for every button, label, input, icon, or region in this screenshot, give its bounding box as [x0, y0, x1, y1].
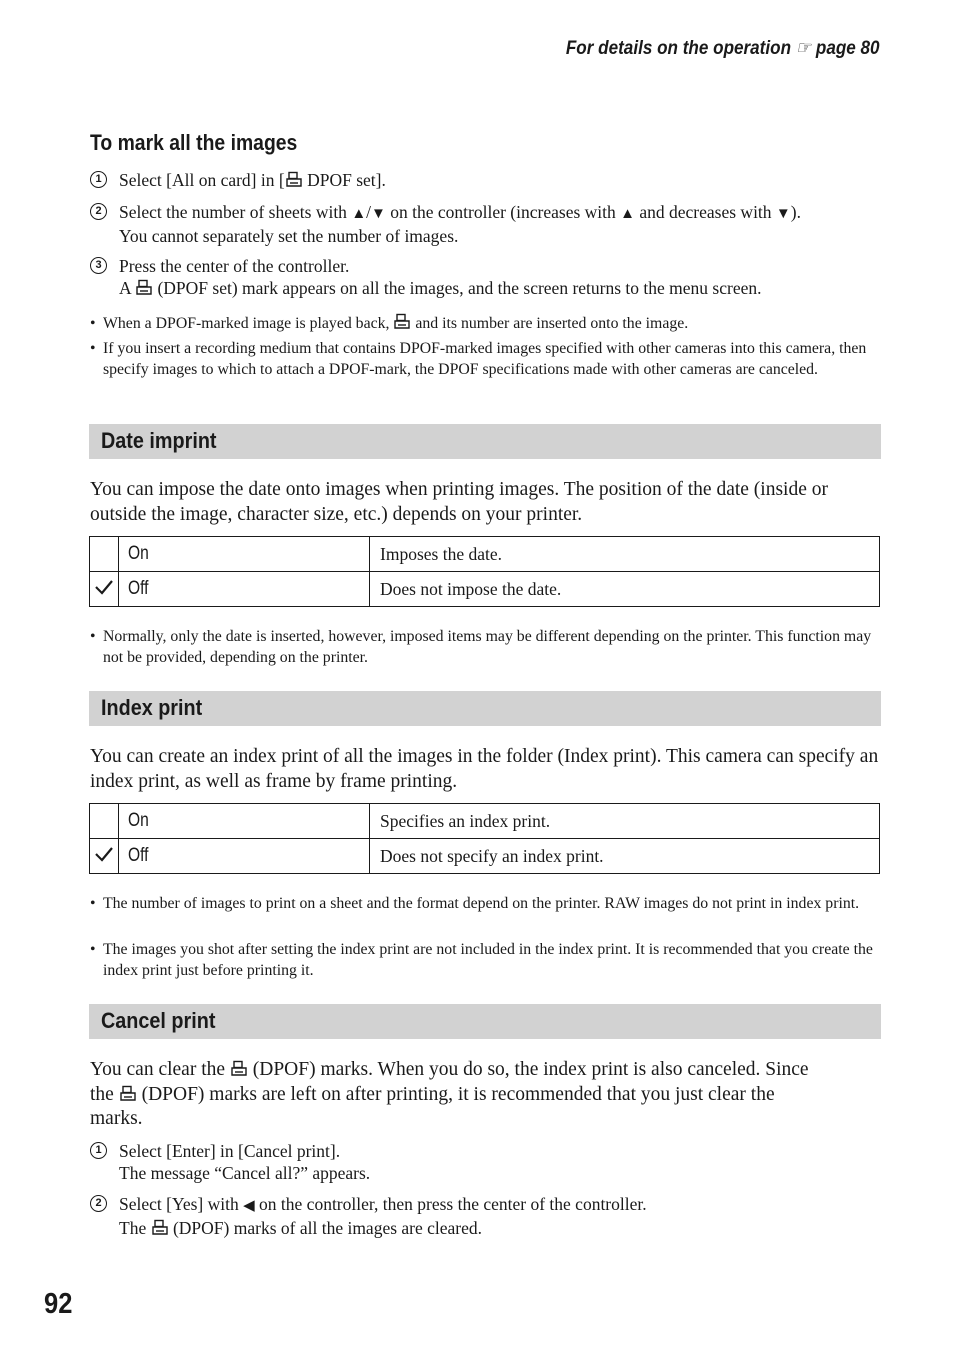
step-text: ).	[790, 202, 801, 222]
note-text: If you insert a recording medium that contains DPOF-marked images specified with other cameras into this camera, then specify images to which to attach a DPOF-mark, the DPOF specifications made with other cameras are canceled.	[103, 340, 867, 378]
left-arrow-icon: ◀	[243, 1198, 255, 1214]
intro-text: marks.	[90, 1108, 143, 1129]
date-imprint-options-table	[89, 536, 880, 607]
intro-text: (DPOF) marks. When you do so, the index print is also canceled. Since	[247, 1059, 809, 1080]
page-reference[interactable]	[566, 37, 880, 60]
option-label: On	[119, 804, 370, 839]
mark-all-step-2	[90, 201, 890, 247]
section-title: Date imprint	[101, 428, 217, 453]
note-item: • Normally, only the date is inserted, however, imposed items may be different depending on the printer. This function may not be provided, depending on the printer.	[90, 626, 880, 668]
step-text: (DPOF set) mark appears on all the images, and the screen returns to the menu screen.	[153, 278, 762, 298]
mark-all-heading: To mark all the images	[90, 130, 298, 155]
note-text: Normally, only the date is inserted, however, imposed items may be different depending on the printer. This function may not be provided, depending on the printer.	[103, 628, 872, 666]
option-description: Does not specify an index print.	[370, 839, 880, 874]
option-row-off[interactable]	[90, 572, 880, 607]
cancel-step-1	[90, 1140, 890, 1184]
step-text: Select the number of sheets with	[119, 202, 352, 222]
mark-all-step-3	[90, 255, 890, 299]
checkmark-icon	[94, 578, 114, 596]
step-text: Select [Enter] in [Cancel print].	[119, 1141, 341, 1161]
note-text: The number of images to print on a sheet and the format depend on the printer. RAW images do not print in index print.	[103, 895, 860, 912]
dpof-print-icon	[285, 171, 303, 189]
section-header-date-imprint	[89, 424, 881, 459]
step-text: and decreases with	[635, 202, 776, 222]
step-text: You cannot separately set the number of images.	[119, 226, 459, 246]
selection-cell	[90, 537, 119, 572]
option-description: Imposes the date.	[370, 537, 880, 572]
step-number: 1	[90, 1142, 107, 1159]
step-text: on the controller (increases with	[385, 202, 621, 222]
intro-text: You can clear the	[90, 1059, 230, 1080]
option-row-off[interactable]	[90, 839, 880, 874]
index-print-intro: You can create an index print of all the images in the folder (Index print). This camera can specify an index print, as well as frame by frame printing.	[90, 746, 879, 792]
step-text: A	[119, 278, 136, 298]
pointing-hand-icon: ☞	[796, 38, 812, 59]
checkmark-icon	[94, 845, 114, 863]
up-arrow-icon: ▲	[620, 206, 635, 222]
note-item: • The images you shot after setting the index print are not included in the index print. It is recommended that you create the index print just before printing it.	[90, 939, 880, 981]
section-header-index-print	[89, 691, 881, 726]
step-text: Select [Yes] with	[119, 1194, 244, 1214]
section-title: Index print	[101, 695, 203, 720]
intro-text: (DPOF) marks are left on after printing, it is recommended that you just clear the	[136, 1083, 775, 1105]
down-arrow-icon: ▼	[775, 206, 791, 222]
cancel-step-2	[90, 1193, 890, 1239]
note-item: • The number of images to print on a sheet and the format depend on the printer. RAW images do not print in index print.	[90, 893, 880, 914]
option-description: Specifies an index print.	[370, 804, 880, 839]
step-number: 1	[90, 171, 107, 188]
option-label: On	[119, 537, 370, 572]
dpof-print-icon	[393, 313, 411, 331]
step-text: on the controller, then press the center of the controller.	[254, 1194, 647, 1214]
step-text: Press the center of the controller.	[119, 256, 350, 276]
dpof-print-icon	[151, 1219, 169, 1237]
note-text: The images you shot after setting the index print are not included in the index print. It is recommended that you create the index print just before printing it.	[103, 941, 873, 979]
dpof-print-icon	[119, 1085, 137, 1103]
up-arrow-icon: ▲	[351, 206, 367, 222]
reference-prefix: For details on the operation	[566, 38, 792, 59]
step-number: 2	[90, 203, 107, 220]
section-header-cancel-print	[89, 1004, 881, 1039]
step-number: 2	[90, 1195, 107, 1212]
note-text: and its number are inserted onto the image.	[411, 315, 689, 332]
step-text: The	[119, 1218, 151, 1238]
option-label: Off	[119, 572, 370, 607]
date-imprint-intro: You can impose the date onto images when printing images. The position of the date (inside or outside the image, character size, etc.) depends on your printer.	[90, 479, 828, 525]
note-item: • If you insert a recording medium that contains DPOF-marked images specified with other cameras into this camera, then specify images to which to attach a DPOF-mark, the DPOF specifications made with other cameras are canceled.	[90, 338, 880, 380]
section-title: Cancel print	[101, 1008, 216, 1033]
option-description: Does not impose the date.	[370, 572, 880, 607]
option-row-on[interactable]	[90, 804, 880, 839]
reference-page: page 80	[816, 38, 880, 59]
index-print-options-table	[89, 803, 880, 874]
down-arrow-icon: ▼	[371, 206, 386, 222]
note-text: When a DPOF-marked image is played back,	[103, 315, 394, 332]
step-text: The message “Cancel all?” appears.	[119, 1163, 371, 1183]
step-text: DPOF set].	[302, 170, 386, 190]
intro-text: the	[90, 1083, 119, 1105]
option-label: Off	[119, 839, 370, 874]
cancel-print-intro	[90, 1058, 882, 1132]
mark-all-step-1	[90, 169, 890, 191]
step-number: 3	[90, 257, 107, 274]
step-text: Select [All on card] in [	[119, 170, 285, 190]
option-row-on[interactable]	[90, 537, 880, 572]
note-item: • When a DPOF-marked image is played back, and its number are inserted onto the image.	[90, 315, 689, 332]
selection-cell	[90, 804, 119, 839]
page-number: 92	[44, 1288, 73, 1320]
slash: /	[366, 202, 372, 222]
step-text: (DPOF) marks of all the images are cleared.	[168, 1218, 483, 1238]
dpof-print-icon	[135, 279, 153, 297]
selection-cell	[90, 839, 119, 874]
dpof-print-icon	[230, 1060, 248, 1078]
selection-cell	[90, 572, 119, 607]
